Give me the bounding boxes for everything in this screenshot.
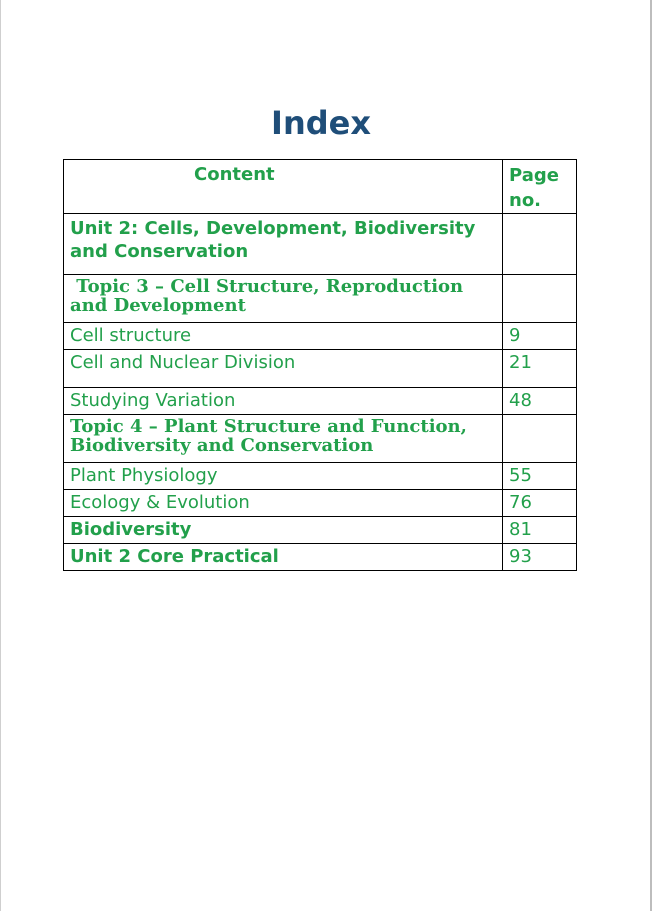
- table-row: [64, 323, 577, 350]
- table-row: [64, 275, 577, 323]
- content-item: Plant Physiology: [64, 463, 503, 490]
- header-page-line2: no.: [509, 190, 542, 211]
- table-row: [64, 517, 577, 544]
- header-content: Content: [64, 160, 503, 214]
- table-row: [64, 463, 577, 490]
- content-item: Cell and Nuclear Division: [64, 350, 503, 388]
- index-table: [63, 159, 577, 571]
- page-number: [503, 415, 577, 463]
- content-item: Biodiversity: [64, 517, 503, 544]
- page-number: 81: [503, 517, 577, 544]
- page-number: [503, 214, 577, 275]
- page-number: 21: [503, 350, 577, 388]
- content-item: Ecology & Evolution: [64, 490, 503, 517]
- table-row: [64, 214, 577, 275]
- content-item: Studying Variation: [64, 388, 503, 415]
- table-row: [64, 350, 577, 388]
- table-row: [64, 388, 577, 415]
- table-header-row: [64, 160, 577, 214]
- page-number: [503, 275, 577, 323]
- page-number: 93: [503, 544, 577, 571]
- table-row: [64, 490, 577, 517]
- page-number: 76: [503, 490, 577, 517]
- table-row: [64, 415, 577, 463]
- page-number: 48: [503, 388, 577, 415]
- page-number: 55: [503, 463, 577, 490]
- unit-heading: Unit 2: Cells, Development, Biodiversity and Conservation: [64, 214, 503, 275]
- page-number: 9: [503, 323, 577, 350]
- content-item: Cell structure: [64, 323, 503, 350]
- topic-heading: Topic 4 – Plant Structure and Function, Biodiversity and Conservation: [64, 415, 503, 463]
- header-page-no: [503, 160, 577, 214]
- topic-heading: Topic 3 – Cell Structure, Reproduction and Development: [64, 275, 503, 323]
- header-page-line1: Page: [509, 165, 559, 186]
- core-practical-item: Unit 2 Core Practical: [64, 544, 503, 571]
- table-row: [64, 544, 577, 571]
- page-title: Index: [271, 104, 371, 142]
